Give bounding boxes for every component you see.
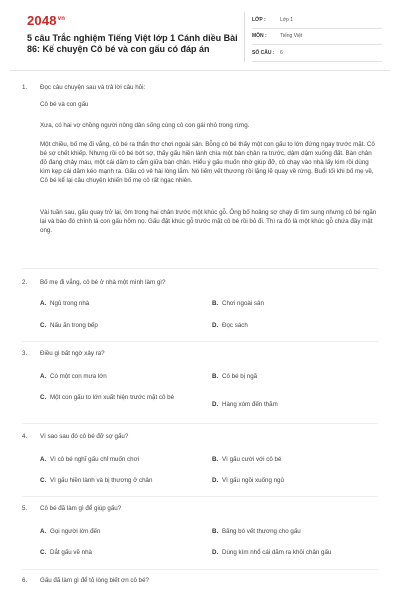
answer-option[interactable] [212, 299, 362, 308]
story-title: Cô bé và con gấu [40, 101, 89, 108]
option-letter: C. [40, 549, 47, 556]
question-text: Điều gì bất ngờ xảy ra? [40, 350, 105, 357]
option-letter: B. [212, 456, 219, 463]
question-separator [22, 423, 378, 424]
option-letter: C. [40, 394, 47, 401]
option-letter: D. [212, 549, 219, 556]
question-text: Đọc câu chuyện sau và trả lời câu hỏi: [40, 84, 146, 91]
question-text: Vì sao sau đó cô bé đỡ sợ gấu? [40, 433, 129, 440]
option-text: Chơi ngoài sân [222, 300, 264, 307]
question-number: 1. [22, 84, 28, 91]
option-letter: A. [40, 456, 47, 463]
meta-label: LỚP : [252, 16, 266, 23]
answer-option[interactable] [40, 476, 210, 485]
option-text: Cô bé bị ngã [222, 373, 258, 380]
question-separator [22, 569, 378, 570]
answer-option[interactable] [212, 372, 362, 381]
option-text: Đọc sách [222, 322, 248, 329]
answer-option[interactable] [212, 321, 362, 330]
option-text: Băng bó vết thương cho gấu [222, 528, 301, 535]
question-number: 4. [22, 433, 28, 440]
option-letter: D. [212, 401, 219, 408]
option-text: Hàng xóm đến thăm [222, 401, 278, 408]
answer-option[interactable] [212, 527, 362, 536]
option-text: Vì gấu ngồi xuống ngủ [222, 477, 284, 484]
option-text: Gọi người lớn đến [50, 528, 101, 535]
answer-option[interactable] [212, 476, 362, 485]
question-text: Gấu đã làm gì để tỏ lòng biết ơn cô bé? [40, 577, 149, 584]
option-text: Dùng kìm nhổ cái dăm ra khỏi chân gấu [222, 549, 332, 556]
answer-option[interactable] [212, 548, 387, 557]
option-letter: B. [212, 528, 219, 535]
answer-option[interactable] [40, 527, 190, 536]
option-letter: B. [212, 373, 219, 380]
option-text: Có một con mưa lớn [50, 373, 107, 380]
meta-value: 6 [280, 49, 283, 56]
option-text: Vì gấu cười với cô bé [222, 456, 282, 463]
option-letter: D. [212, 477, 219, 484]
logo-text: 2048 [27, 13, 57, 28]
option-letter: D. [212, 322, 219, 329]
option-letter: A. [40, 528, 47, 535]
answer-option[interactable] [212, 455, 362, 464]
question-number: 2. [22, 279, 28, 286]
question-number: 5. [22, 505, 28, 512]
question-separator [22, 268, 378, 269]
question-text: Cô bé đã làm gì để giúp gấu? [40, 505, 122, 512]
story-paragraph: Một chiều, bố mẹ đi vắng, cô bé ra thẩn thơ chơi ngoài sân. Bỗng cô bé thấy một con gấu to lớn đứng ngay trước mặt. Cô bé sợ chết khiếp. Nhưng rồi cô bé bớt sợ, thấy gấu hiền lành chìa một bàn chân ra trước, dậm dậm xuống đất. Bàn chân đỏ đang chảy máu, một cái dăm to cắm giữa bàn chân. Hiểu ý gấu muốn nhờ giúp đỡ, cô chạy vào nhà lấy kim rồi dùng kìm kẹp cái dăm kéo mạnh ra. Gấu có vẻ hài lòng lắm. Nó liếm vết thương rồi lặng lẽ quay về rừng. Buổi tối khi bố mẹ về, Cô bé kể lại câu chuyện khiến bố mẹ cô rất ngạc nhiên. [40, 141, 375, 184]
meta-label: SỐ CÂU : [252, 49, 275, 56]
question-separator [22, 341, 378, 342]
question-number: 3. [22, 350, 28, 357]
meta-value: Tiếng Việt [280, 33, 303, 40]
option-letter: C. [40, 322, 47, 329]
document-title: 5 câu Trắc nghiệm Tiếng Việt lớp 1 Cánh diều Bài 86: Kế chuyện Cô bé và con gấu có đáp án [27, 33, 238, 54]
option-letter: A. [40, 300, 47, 307]
story-paragraph: Vài tuần sau, gấu quay trở lại, ôm trong hai chân trước một khúc gỗ. Ông bố hoảng sợ chạy đi tìm sung nhưng cô bé ngăn lại và báo đó chính là con gấu hôm nọ. Gấu đặt khúc gỗ trước mặt cô bé rồi bỏ đi. Thì ra đó là một khúc gỗ chứa đầy mật ong. [40, 209, 377, 234]
answer-option[interactable] [212, 400, 362, 409]
option-text: Ngủ trong nhà [50, 300, 90, 307]
option-letter: C. [40, 477, 47, 484]
question-text: Bố mẹ đi vắng, cô bé ở nhà một mình làm gì? [40, 279, 166, 286]
answer-option[interactable] [40, 321, 190, 330]
option-text: Vì gấu hiền lành và bị thương ở chân [50, 477, 153, 484]
option-letter: B. [212, 300, 219, 307]
answer-option[interactable] [40, 372, 190, 381]
answer-option[interactable] [40, 455, 190, 464]
meta-label: MÔN : [252, 33, 267, 40]
question-number: 6. [22, 577, 28, 584]
answer-option[interactable] [40, 548, 190, 557]
option-text: Vì cô bé nghĩ gấu chỉ muốn chơi [50, 456, 140, 463]
story-paragraph: Xưa, có hai vợ chồng người nông dân sống cùng cô con gái nhỏ trong rừng. [40, 122, 250, 129]
option-text: Nấu ăn trong bếp [50, 322, 98, 329]
meta-value: Lớp 1 [280, 16, 294, 23]
logo-suffix: vn [57, 15, 66, 22]
answer-option[interactable] [40, 299, 190, 308]
answer-option[interactable] [40, 393, 200, 402]
option-text: Dắt gấu về nhà [50, 549, 92, 556]
option-letter: A. [40, 373, 47, 380]
option-text: Một con gấu to lớn xuất hiện trước mặt cô bé [50, 394, 175, 401]
question-separator [22, 496, 378, 497]
